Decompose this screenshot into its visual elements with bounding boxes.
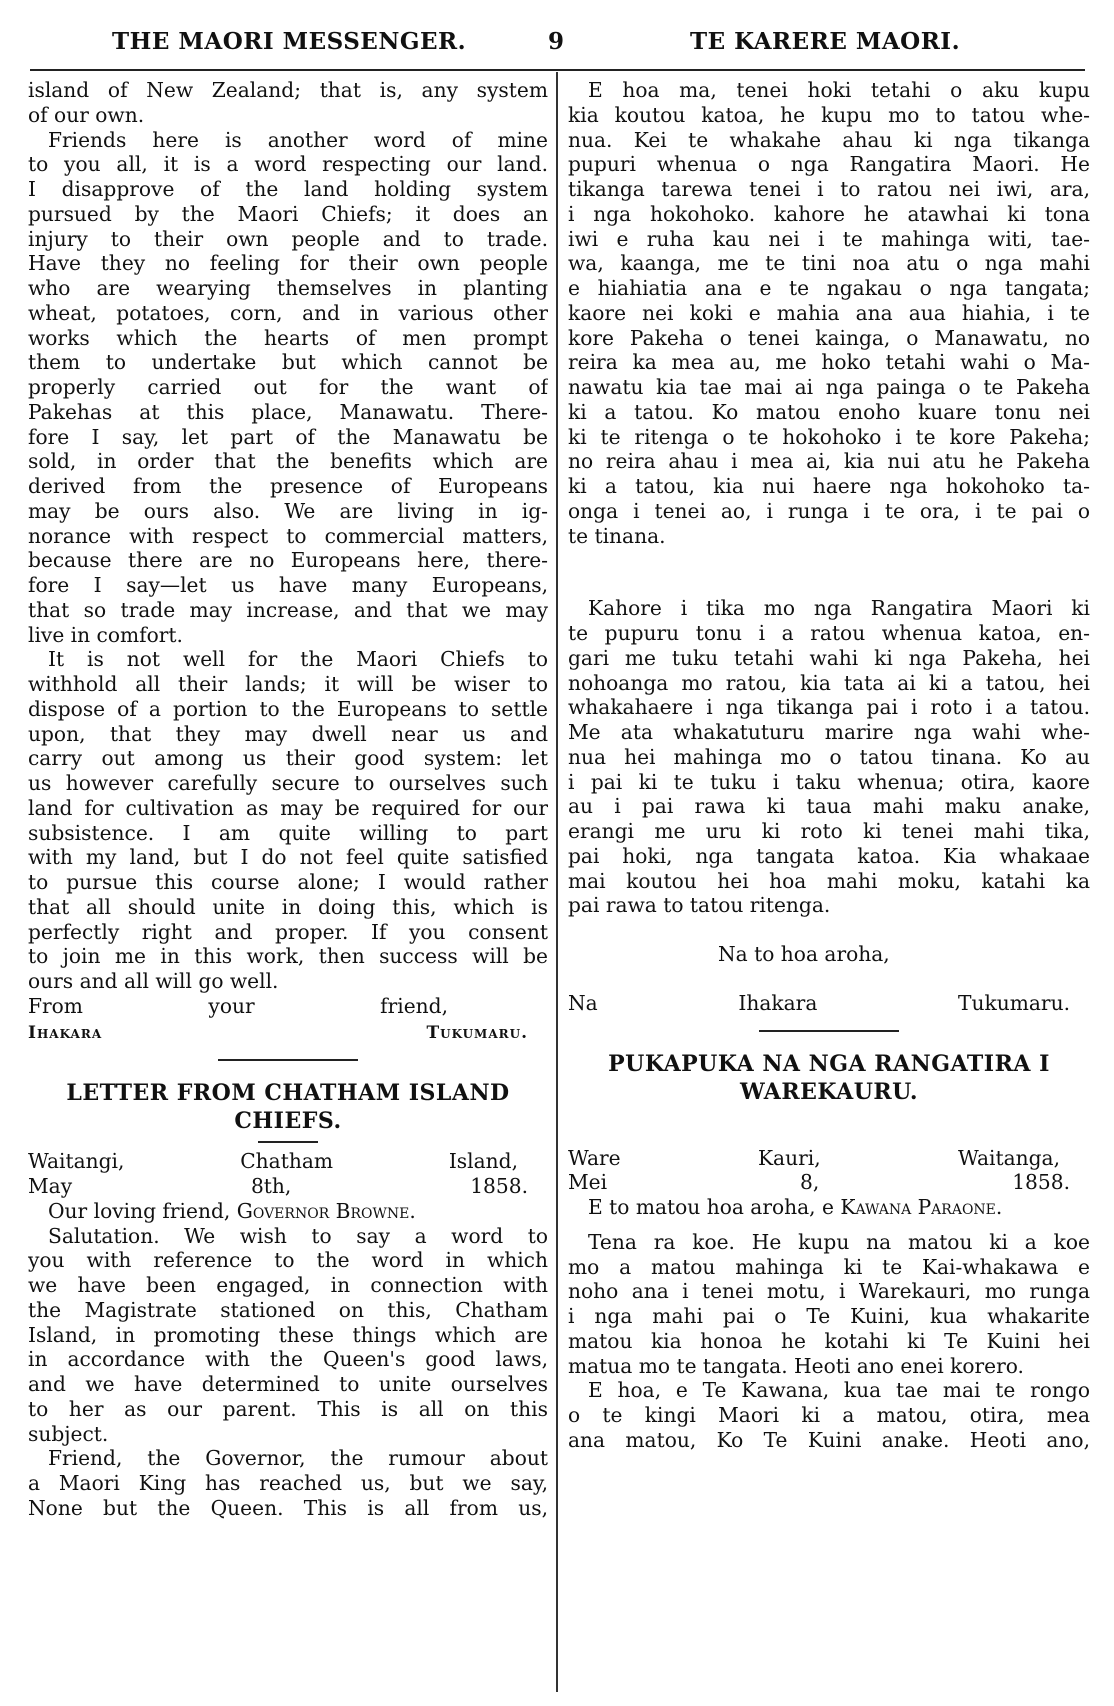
heading-separator	[258, 1141, 318, 1143]
text-line: i pai ki te tuku i taku whenua; otira, kaore	[568, 769, 1090, 794]
text-line: subsistence. I am quite willing to part	[28, 820, 548, 845]
text-line: WAREKAURU.	[739, 1078, 918, 1105]
text-line: o te kingi Maori ki a matou, otira, mea	[568, 1403, 1090, 1427]
text-line: to you all, it is a word respecting our land.	[28, 152, 548, 177]
text-line: nohoanga mo ratou, kia tata ai ki a tatou, hei	[568, 670, 1090, 695]
english-column	[28, 78, 548, 1698]
paragraph-withhold-lands	[28, 647, 548, 994]
article-heading-maori	[568, 1050, 1090, 1106]
letter-salutation-maori: E to matou hoa aroha, e Kawana Paraone.	[588, 1195, 1003, 1219]
text-line: ana matou, Ko Te Kuini anake. Heoti ano,	[568, 1427, 1090, 1452]
text-line: te pupuru tonu i a ratou whenua katoa, en-	[568, 621, 1090, 645]
text-line: because there are no Europeans here, there-	[28, 548, 548, 573]
text-line: norance with respect to commercial matters,	[28, 523, 548, 548]
text-line: iwi e ruha kau nei i te mahinga witi, tae-	[568, 226, 1090, 251]
text-line: gari me tuku tetahi wahi ki nga Pakeha, hei	[568, 645, 1090, 670]
text-line: we have been engaged, in connection with	[28, 1273, 548, 1297]
text-line: nawatu kia tae mai ai nga painga o te Pakeha	[568, 375, 1090, 399]
text-line: i nga mahi pai o Te Kuini, kua whakarite	[568, 1304, 1090, 1328]
text-line: reira ka mea au, me hoko tetahi wahi o Ma-	[568, 350, 1090, 375]
text-line: carry out among us their good system: let	[28, 746, 548, 771]
page-header	[0, 0, 1114, 70]
paragraph-salutation	[28, 1224, 548, 1447]
text-line: island of New Zealand; that is, any system	[28, 78, 548, 102]
article-heading	[28, 1079, 548, 1135]
text-line: fore I say, let part of the Manawatu be	[28, 424, 548, 449]
text-line: in accordance with the Queen's good laws,	[28, 1347, 548, 1372]
intro-paragraph	[28, 78, 548, 128]
text-line: to her as our parent. This is all on this	[28, 1396, 548, 1421]
text-line: au i pai rawa ki taua mahi maku anake,	[568, 794, 1090, 819]
kawana-name: Kawana Paraone.	[840, 1195, 1003, 1219]
column-divider	[556, 72, 558, 1692]
text-line: withhold all their lands; it will be wiser to	[28, 672, 548, 696]
paragraph-kingi-maori	[568, 1378, 1090, 1452]
text-line: nua hei mahinga mo o tatou tinana. Ko au	[568, 744, 1090, 769]
text-line: upon, that they may dwell near us and	[28, 721, 548, 746]
text-line: Island, in promoting these things which are	[28, 1322, 548, 1347]
text-line: Friends here is another word of mine	[48, 127, 548, 152]
text-line: kia koutou katoa, he kupu mo to tatou whe-	[568, 102, 1090, 127]
text-line: that all should unite in doing this, which is	[28, 894, 548, 919]
letter-place: Waitangi, Chatham Island,	[28, 1149, 518, 1174]
text-line: the Magistrate stationed on this, Chatham	[28, 1297, 548, 1322]
text-line: injury to their own people and to trade.	[28, 226, 548, 251]
text-line: ki a tatou. Ko matou enoho kuare tonu nei	[568, 399, 1090, 424]
maori-column	[568, 78, 1090, 1698]
text-line: Salutation. We wish to say a word to	[48, 1223, 548, 1248]
text-line: and we have determined to unite ourselves	[28, 1372, 548, 1396]
text-line: matua mo te tangata. Heoti ano enei korero.	[568, 1353, 1024, 1378]
text-line: te tinana.	[568, 523, 666, 548]
letter-closing-maori: Na to hoa aroha,	[718, 942, 890, 966]
letter-date: May 8th, 1858.	[28, 1174, 528, 1198]
header-rule	[30, 69, 1085, 71]
text-line: perfectly right and proper. If you consent	[28, 919, 548, 944]
text-line: None but the Queen. This is all from us,	[28, 1495, 548, 1520]
letter-signature: Ihakara Tukumaru.	[28, 1022, 528, 1043]
text-line: may be ours also. We are living in ig-	[28, 498, 548, 523]
paragraph-maori-king	[28, 1446, 548, 1520]
header-maori-title: TE KARERE MAORI.	[690, 28, 961, 55]
text-line: subject.	[28, 1421, 109, 1446]
page-number: 9	[548, 28, 565, 55]
text-line: PUKAPUKA NA NGA RANGATIRA I	[608, 1050, 1050, 1077]
text-line: kaore nei koki e mahia ana aua hiahia, i te	[568, 300, 1090, 325]
text-line: mai koutou hei hoa mahi moku, katahi ka	[568, 868, 1090, 893]
text-line: no reira ahau i mea ai, kia nui atu he Pakeha	[568, 449, 1090, 474]
paragraph-pupuri-whenua	[568, 596, 1090, 918]
text-line: nua. Kei te whakahe ahau ki nga tikanga	[568, 127, 1090, 152]
text-line: LETTER FROM CHATHAM ISLAND	[66, 1080, 510, 1107]
text-line: CHIEFS.	[234, 1108, 342, 1135]
text-line: Have they no feeling for their own people	[28, 251, 548, 276]
text-line: live in comfort.	[28, 622, 183, 647]
text-line: with my land, but I do not feel quite satisfied	[28, 845, 548, 870]
text-line: pursued by the Maori Chiefs; it does an	[28, 201, 548, 226]
text-line: us however carefully secure to ourselves such	[28, 771, 548, 795]
text-line: that so trade may increase, and that we may	[28, 597, 548, 622]
paragraph-land-system	[28, 128, 548, 648]
text-line: tikanga tarewa tenei i to ratou nei iwi, ara,	[568, 177, 1090, 201]
text-line: matou kia honoa he kotahi ki Te Kuini hei	[568, 1328, 1090, 1353]
text-line: ki a tatou, kia nui haere nga hokohoko ta-	[568, 474, 1090, 498]
text-line: e hiahiatia ana e te ngakau o nga tangata;	[568, 276, 1090, 300]
section-separator	[218, 1059, 358, 1061]
text-line: ours and all will go well.	[28, 969, 279, 993]
text-line: It is not well for the Maori Chiefs to	[48, 647, 548, 672]
header-english-title: THE MAORI MESSENGER.	[112, 28, 467, 55]
paragraph-tena-ra-koe	[568, 1230, 1090, 1379]
text-line: to join me in this work, then success will be	[28, 944, 548, 969]
text-line: erangi me uru ki roto ki tenei mahi tika,	[568, 819, 1090, 843]
text-line: I disapprove of the land holding system	[28, 177, 548, 201]
text-line: Me ata whakatuturu marire nga wahi whe-	[568, 720, 1090, 744]
text-line: a Maori King has reached us, but we say,	[28, 1471, 548, 1495]
text-line: properly carried out for the want of	[28, 375, 548, 399]
section-separator-maori	[759, 1030, 899, 1032]
text-line: Pakehas at this place, Manawatu. There-	[28, 399, 548, 424]
letter-salutation: Our loving friend, Governor Browne.	[48, 1198, 416, 1223]
text-line: dispose of a portion to the Europeans to settle	[28, 696, 548, 721]
text-line: pai hoki, nga tangata katoa. Kia whakaae	[568, 843, 1090, 868]
text-line: who are wearying themselves in planting	[28, 276, 548, 300]
text-line: fore I say—let us have many Europeans,	[28, 573, 548, 597]
text-line: kore Pakeha o tenei kainga, o Manawatu, no	[568, 325, 1090, 350]
text-line: ki te ritenga o te hokohoko i te kore Pakeha;	[568, 424, 1090, 449]
text-line: wheat, potatoes, corn, and in various other	[28, 300, 548, 325]
text-line: E hoa, e Te Kawana, kua tae mai te rongo	[588, 1378, 1090, 1403]
text-line: E hoa ma, tenei hoki tetahi o aku kupu	[588, 78, 1090, 102]
text-line: Kahore i tika mo nga Rangatira Maori ki	[588, 596, 1090, 621]
text-line: pai rawa to tatou ritenga.	[568, 893, 831, 918]
text-line: whakahaere i nga tikanga pai i roto i a tatou.	[568, 695, 1090, 720]
text-line: of our own.	[28, 102, 145, 127]
text-line: sold, in order that the benefits which are	[28, 449, 548, 474]
text-line: land for cultivation as may be required for our	[28, 795, 548, 820]
letter-closing: From your friend,	[28, 993, 448, 1018]
text-line: Tena ra koe. He kupu na matou ki a koe	[588, 1229, 1090, 1254]
text-line: onga i tenei ao, i runga i te ora, i te pai o	[568, 498, 1090, 523]
text-line: pupuri whenua o nga Rangatira Maori. He	[568, 152, 1090, 177]
text-line: mo a matou mahinga ki te Kai-whakawa e	[568, 1254, 1090, 1279]
letter-signature-maori: Na Ihakara Tukumaru.	[568, 990, 1070, 1015]
letter-place-maori: Ware Kauri, Waitanga,	[568, 1145, 1060, 1170]
text-line: you with reference to the word in which	[28, 1248, 548, 1273]
text-line: to pursue this course alone; I would rather	[28, 870, 548, 894]
governor-name: Governor Browne.	[236, 1198, 416, 1223]
text-line: works which the hearts of men prompt	[28, 325, 548, 350]
paragraph-whenua	[568, 78, 1090, 548]
letter-date-maori: Mei 8, 1858.	[568, 1170, 1070, 1195]
text-line: Friend, the Governor, the rumour about	[48, 1446, 548, 1471]
text-line: noho ana i tenei motu, i Warekauri, mo runga	[568, 1279, 1090, 1304]
text-line: i nga hokohoko. kahore he atawhai ki tona	[568, 201, 1090, 226]
text-line: them to undertake but which cannot be	[28, 350, 548, 375]
text-line: wa, kaanga, me te tini noa atu o nga mahi	[568, 251, 1090, 276]
text-line: derived from the presence of Europeans	[28, 474, 548, 498]
